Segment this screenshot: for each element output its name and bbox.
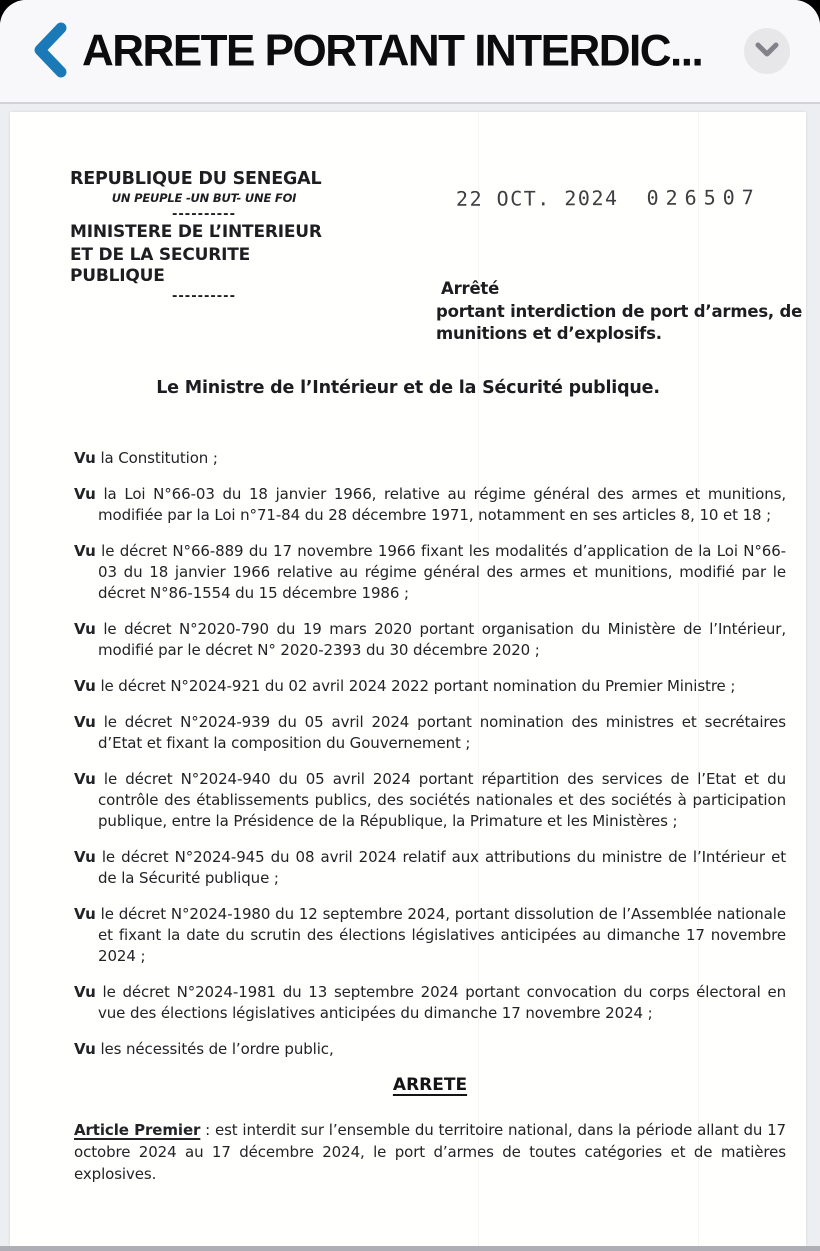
recital-text: le décret N°2024-945 du 08 avril 2024 relatif aux attributions du ministre de l’Intérieur et de la Sécurité publique ; <box>98 848 786 887</box>
recital-label: Vu <box>74 449 96 467</box>
document-body <box>74 448 786 1185</box>
letterhead <box>70 168 338 303</box>
recital-text: le décret N°2024-940 du 05 avril 2024 portant répartition des services de l’Etat et du contrôle des établissements publics, des sociétés nationales et des sociétés à participation publique, entre la Présidence de la République, la Primature et les Ministères ; <box>98 770 786 830</box>
recital-item <box>74 847 786 889</box>
recital-label: Vu <box>74 1040 96 1058</box>
subject-word: Arrêté <box>441 279 500 298</box>
recital-item <box>74 484 786 526</box>
recital-text: le décret N°2024-921 du 02 avril 2024 2022 portant nomination du Premier Ministre ; <box>100 677 736 695</box>
recital-label: Vu <box>74 983 96 1001</box>
document-page[interactable] <box>10 112 806 1246</box>
recital-text: le décret N°2024-1981 du 13 septembre 2024 portant convocation du corps électoral en vue des élections législatives anticipées du dimanche 17 novembre 2024 ; <box>98 983 787 1022</box>
decision-heading-text: ARRETE <box>392 1075 468 1095</box>
letterhead-ministry-line1: MINISTERE DE L’INTERIEUR <box>70 222 322 242</box>
recital-item <box>74 904 786 967</box>
recital-text: les nécessités de l’ordre public, <box>100 1040 334 1058</box>
recital-label: Vu <box>74 770 96 788</box>
recital-item <box>74 448 786 469</box>
recital-text: le décret N°66-889 du 17 novembre 1966 fixant les modalités d’application de la Loi N°66-03 du 18 janvier 1966 relative au régime général des armes et munitions, modifié par le décret N°86-1554 du 15 décembre 1986 ; <box>98 542 786 602</box>
letterhead-motto: UN PEUPLE -UN BUT- UNE FOI <box>111 191 297 205</box>
recital-label: Vu <box>74 677 96 695</box>
minister-heading: Le Ministre de l’Intérieur et de la Sécurité publique. <box>156 378 660 398</box>
recital-label: Vu <box>74 905 96 923</box>
letterhead-country: REPUBLIQUE DU SENEGAL <box>70 169 322 189</box>
recital-item <box>74 676 786 697</box>
letterhead-ministry-line2: ET DE LA SECURITE PUBLIQUE <box>70 244 251 286</box>
page-title: ARRETE PORTANT INTERDIC... <box>82 25 703 76</box>
subject-text: portant interdiction de port d’armes, de munitions et d’explosifs. <box>436 301 803 343</box>
next-page-edge <box>0 1246 820 1251</box>
recital-item <box>74 712 786 754</box>
chevron-left-icon <box>31 21 69 82</box>
recital-label: Vu <box>74 713 96 731</box>
recital-text: le décret N°2024-1980 du 12 septembre 2024, portant dissolution de l’Assemblée nationale et fixant la date du scrutin des élections législatives anticipées au dimanche 17 novembre 2024 ; <box>98 905 787 965</box>
document-subject <box>436 278 810 346</box>
registry-date-stamp <box>456 185 761 211</box>
stamp-number: 026507 <box>646 185 761 210</box>
recital-item <box>74 619 786 661</box>
article-label: Article Premier <box>74 1121 201 1139</box>
recital-text: la Constitution ; <box>100 449 218 467</box>
back-button[interactable] <box>18 16 82 86</box>
recital-label: Vu <box>74 620 96 638</box>
chevron-down-icon <box>755 42 779 61</box>
decision-heading <box>74 1075 786 1095</box>
recital-text: la Loi N°66-03 du 18 janvier 1966, relative au régime général des armes et munitions, modifiée par la Loi n°71-84 du 28 décembre 1971, notamment en ses articles 8, 10 et 18 ; <box>98 485 786 524</box>
recital-item <box>74 541 786 604</box>
stamp-date: 22 OCT. 2024 <box>455 185 619 211</box>
letterhead-separator: ---------- <box>172 207 236 222</box>
recital-item <box>74 769 786 832</box>
recital-label: Vu <box>74 848 96 866</box>
letterhead-separator: ---------- <box>172 288 236 304</box>
recital-text: le décret N°2020-790 du 19 mars 2020 portant organisation du Ministère de l’Intérieur, modifié par le décret N° 2020-2393 du 30 décembre 2020 ; <box>98 620 786 659</box>
top-bar <box>0 0 820 104</box>
recital-label: Vu <box>74 485 96 503</box>
recital-item <box>74 982 786 1024</box>
article-text: : est interdit sur l’ensemble du territoire national, dans la période allant du 17 octobre 2024 au 17 décembre 2024, le port d’armes de toutes catégories et de matières explosives. <box>74 1121 786 1183</box>
article-premier <box>74 1119 786 1185</box>
recital-item <box>74 1039 786 1060</box>
collapse-button[interactable] <box>744 28 790 74</box>
recital-label: Vu <box>74 542 96 560</box>
recital-text: le décret N°2024-939 du 05 avril 2024 portant nomination des ministres et secrétaires d’Etat et fixant la composition du Gouvernement ; <box>98 713 786 752</box>
